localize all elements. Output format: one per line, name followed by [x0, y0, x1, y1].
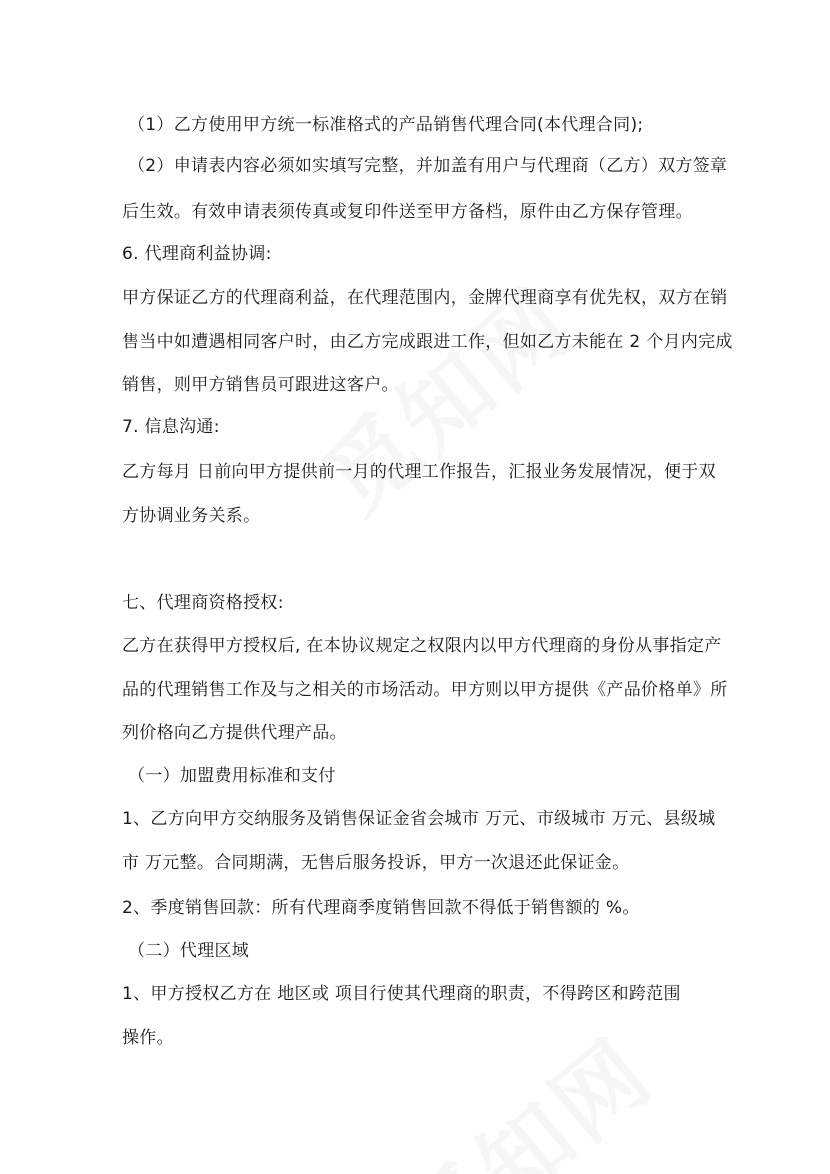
paragraph-line: 品的代理销售工作及与之相关的市场活动。甲方则以甲方提供《产品价格单》所 — [122, 680, 728, 700]
paragraph-line: 2、季度销售回款：所有代理商季度销售回款不得低于销售额的 %。 — [122, 898, 640, 918]
subsection-heading: （一）加盟费用标准和支付 — [128, 766, 336, 786]
paragraph-line: 乙方每月 日前向甲方提供前一月的代理工作报告，汇报业务发展情况，便于双 — [122, 462, 716, 482]
paragraph-line: 1、乙方向甲方交纳服务及销售保证金省会城市 万元、市级城市 万元、县级城 — [122, 809, 716, 829]
paragraph-line: 操作。 — [122, 1028, 174, 1048]
section-heading: 7. 信息沟通: — [122, 417, 220, 437]
paragraph-line: （1）乙方使用甲方统一标准格式的产品销售代理合同(本代理合同); — [128, 115, 644, 135]
paragraph-line: 后生效。有效申请表须传真或复印件送至甲方备档，原件由乙方保存管理。 — [122, 202, 693, 222]
section-heading: 七、代理商资格授权: — [122, 593, 284, 613]
paragraph-line: 销售，则甲方销售员可跟进这客户。 — [122, 375, 399, 395]
section-heading: 6. 代理商利益协调: — [122, 244, 272, 264]
paragraph-line: 售当中如遭遇相同客户时，由乙方完成跟进工作，但如乙方未能在 2 个月内完成 — [122, 332, 733, 352]
paragraph-line: （2）申请表内容必须如实填写完整，并加盖有用户与代理商（乙方）双方签章 — [128, 156, 728, 176]
paragraph-line: 列价格向乙方提供代理产品。 — [122, 723, 347, 743]
paragraph-line: 方协调业务关系。 — [122, 506, 261, 526]
paragraph-line: 1、甲方授权乙方在 地区或 项目行使其代理商的职责，不得跨区和跨范围 — [122, 984, 681, 1004]
watermark — [372, 1003, 676, 1174]
subsection-heading: （二）代理区域 — [128, 941, 250, 961]
paragraph-line: 甲方保证乙方的代理商利益，在代理范围内，金牌代理商享有优先权，双方在销 — [122, 288, 728, 308]
paragraph-line: 市 万元整。合同期满，无售后服务投诉，甲方一次退还此保证金。 — [122, 853, 630, 873]
paragraph-line: 乙方在获得甲方授权后, 在本协议规定之权限内以甲方代理商的身份从事指定产 — [122, 636, 722, 656]
